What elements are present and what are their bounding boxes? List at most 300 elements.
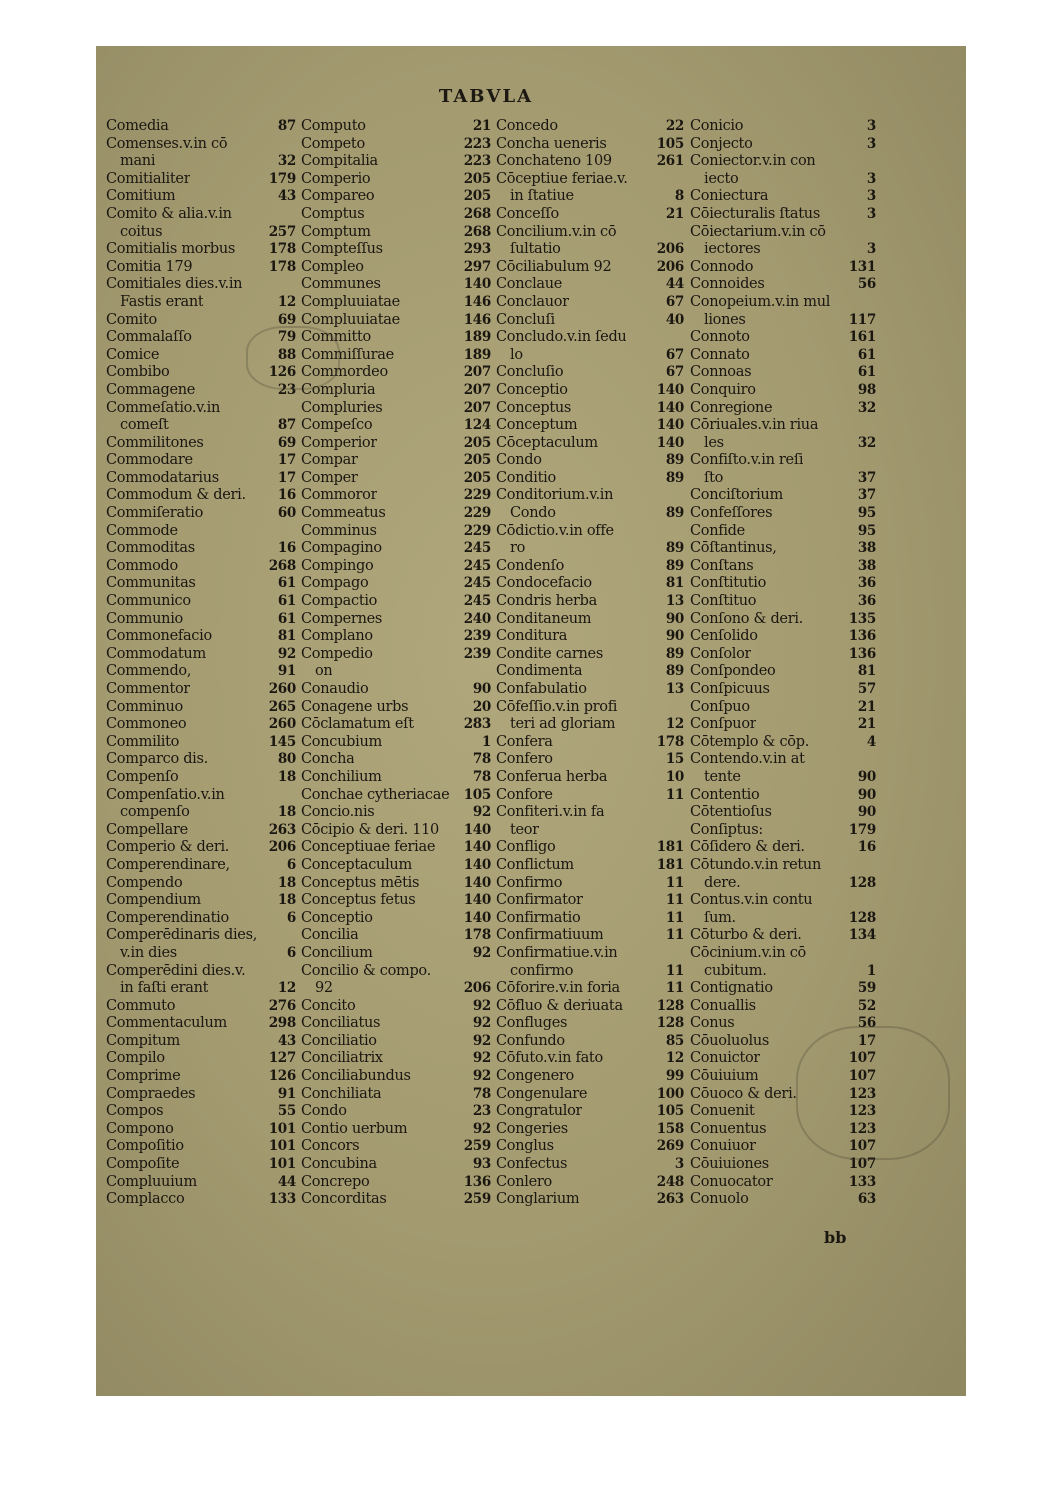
entry-page-number: 283 xyxy=(463,716,491,733)
index-entry xyxy=(106,452,296,470)
index-entry xyxy=(301,681,491,699)
entry-term: Compluuiatae xyxy=(301,311,400,328)
entry-page-number: 140 xyxy=(463,874,491,891)
index-entry xyxy=(106,611,296,629)
entry-page-number: 3 xyxy=(866,118,876,134)
entry-page-number: 3 xyxy=(866,205,876,222)
index-entry xyxy=(106,1103,296,1121)
index-entry xyxy=(496,839,684,857)
entry-term: Commagene xyxy=(106,381,196,398)
entry-term: Cōiecturalis ſtatus xyxy=(690,205,820,222)
index-entry xyxy=(496,224,684,242)
entry-page-number: 178 xyxy=(268,241,296,258)
index-entry xyxy=(301,540,491,558)
entry-page-number: 61 xyxy=(857,364,876,381)
entry-page-number: 178 xyxy=(268,258,296,275)
entry-term: Commilito xyxy=(106,733,180,750)
entry-term: Contus.v.in contu xyxy=(690,892,813,909)
index-entry xyxy=(301,1068,491,1086)
entry-term: Commendo, xyxy=(106,663,192,680)
index-entry xyxy=(496,1191,684,1209)
entry-term: Condenſo xyxy=(496,557,565,574)
index-entry xyxy=(496,382,684,400)
entry-term: Comperio & deri. xyxy=(106,839,230,856)
entry-term: Conuiuor xyxy=(690,1138,756,1155)
entry-term: Conceptus mētis xyxy=(301,874,420,891)
index-entry xyxy=(690,804,876,822)
entry-term: ro xyxy=(510,540,526,557)
entry-term: Compedio xyxy=(301,645,373,662)
entry-term: Condo xyxy=(510,505,556,522)
entry-term: Commodum & deri. xyxy=(106,487,246,504)
entry-term: Compingo xyxy=(301,557,374,574)
index-entry xyxy=(301,452,491,470)
entry-term: Compactio xyxy=(301,593,378,610)
entry-page-number: 298 xyxy=(268,1015,296,1032)
entry-term: Connoto xyxy=(690,329,750,346)
entry-term: Compos xyxy=(106,1103,164,1120)
entry-term: Compraedes xyxy=(106,1085,196,1102)
index-entry xyxy=(496,136,684,154)
entry-term: Conopeium.v.in mul xyxy=(690,293,831,310)
index-entry xyxy=(690,769,876,787)
index-column-3 xyxy=(496,118,684,1209)
index-entry xyxy=(106,241,296,259)
index-entry xyxy=(690,558,876,576)
entry-page-number: 101 xyxy=(268,1156,296,1173)
index-entry xyxy=(496,734,684,752)
entry-term: Confluges xyxy=(496,1015,568,1032)
entry-page-number: 105 xyxy=(656,1103,684,1120)
entry-page-number: 140 xyxy=(463,839,491,856)
index-entry xyxy=(690,593,876,611)
entry-term: Conceſſo xyxy=(496,205,559,222)
entry-term: Conciliatus xyxy=(301,1015,381,1032)
index-entry xyxy=(496,963,684,981)
entry-page-number: 135 xyxy=(848,610,876,627)
entry-term: Concilia xyxy=(301,927,359,944)
entry-term: Congenulare xyxy=(496,1085,588,1102)
index-entry xyxy=(496,892,684,910)
entry-page-number: 127 xyxy=(268,1050,296,1067)
entry-term: Conuentus xyxy=(690,1120,767,1137)
index-entry xyxy=(301,1121,491,1139)
entry-term: Comito xyxy=(106,311,157,328)
entry-term: Commodatum xyxy=(106,645,206,662)
index-entry xyxy=(690,417,876,435)
index-entry xyxy=(301,259,491,277)
index-entry xyxy=(301,716,491,734)
index-entry xyxy=(106,1050,296,1068)
entry-page-number: 92 xyxy=(472,997,491,1014)
index-entry xyxy=(690,787,876,805)
index-entry xyxy=(690,998,876,1016)
entry-page-number: 107 xyxy=(848,1050,876,1067)
entry-page-number: 38 xyxy=(857,557,876,574)
entry-term: Confirmatiue.v.in xyxy=(496,944,618,961)
entry-page-number: 205 xyxy=(463,469,491,486)
entry-term: iecto xyxy=(704,170,739,187)
entry-page-number: 229 xyxy=(463,522,491,539)
entry-term: Combibo xyxy=(106,364,170,381)
index-entry xyxy=(106,628,296,646)
entry-page-number: 23 xyxy=(277,381,296,398)
entry-page-number: 140 xyxy=(656,399,684,416)
index-entry xyxy=(106,822,296,840)
index-entry xyxy=(301,523,491,541)
entry-page-number: 178 xyxy=(463,927,491,944)
entry-page-number: 11 xyxy=(665,874,684,891)
entry-page-number: 263 xyxy=(656,1191,684,1208)
entry-term: Concubium xyxy=(301,733,382,750)
entry-term: Compagino xyxy=(301,540,382,557)
index-entry xyxy=(496,927,684,945)
index-entry xyxy=(106,136,296,154)
entry-term: Conchilium xyxy=(301,768,382,785)
entry-term: Concio.nis xyxy=(301,804,375,821)
index-entry xyxy=(106,206,296,224)
index-entry xyxy=(106,1121,296,1139)
entry-term: Conchae cytheriacae xyxy=(301,786,450,803)
index-entry xyxy=(301,1138,491,1156)
index-entry xyxy=(690,206,876,224)
index-entry xyxy=(301,998,491,1016)
entry-page-number: 57 xyxy=(857,681,876,697)
entry-term: Comperēdinaris dies, xyxy=(106,927,258,944)
entry-term: in ſtatiue xyxy=(510,188,574,205)
entry-term: Comprime xyxy=(106,1068,181,1085)
index-entry xyxy=(301,1033,491,1051)
index-entry xyxy=(106,171,296,189)
entry-page-number: 107 xyxy=(848,1156,876,1173)
index-entry xyxy=(496,787,684,805)
entry-term: Compeſco xyxy=(301,417,373,434)
entry-term: Comper xyxy=(301,469,358,486)
index-entry xyxy=(301,646,491,664)
index-entry xyxy=(106,259,296,277)
index-column-1 xyxy=(106,118,296,1209)
page-title: TABVLA xyxy=(438,86,534,107)
index-entry xyxy=(106,1068,296,1086)
entry-page-number: 189 xyxy=(463,346,491,363)
entry-term: Conditorium.v.in xyxy=(496,487,614,504)
entry-page-number: 40 xyxy=(665,311,684,328)
index-entry xyxy=(496,593,684,611)
entry-page-number: 257 xyxy=(268,223,296,240)
entry-page-number: 260 xyxy=(268,716,296,733)
entry-term: Cōfuto.v.in fato xyxy=(496,1050,603,1067)
entry-page-number: 260 xyxy=(268,681,296,697)
entry-term: in faſti erant xyxy=(120,980,209,997)
index-entry xyxy=(496,400,684,418)
entry-term: Conciliabundus xyxy=(301,1068,411,1085)
entry-term: Confabulatio xyxy=(496,681,587,697)
index-entry xyxy=(106,188,296,206)
entry-term: Conflictum xyxy=(496,856,574,873)
entry-term: Comminuo xyxy=(106,698,183,715)
entry-term: Cōriuales.v.in riua xyxy=(690,417,819,434)
entry-page-number: 60 xyxy=(277,505,296,522)
index-entry xyxy=(301,188,491,206)
entry-term: Confide xyxy=(690,522,745,539)
entry-page-number: 229 xyxy=(463,487,491,504)
entry-term: Complano xyxy=(301,628,373,645)
entry-page-number: 140 xyxy=(656,417,684,434)
entry-page-number: 6 xyxy=(286,856,296,873)
entry-page-number: 140 xyxy=(463,856,491,873)
index-entry xyxy=(690,1174,876,1192)
index-entry xyxy=(301,400,491,418)
entry-term: Compendo xyxy=(106,874,183,891)
index-column-2 xyxy=(301,118,491,1209)
entry-page-number: 161 xyxy=(848,329,876,346)
entry-page-number: 178 xyxy=(656,733,684,750)
entry-term: Comminus xyxy=(301,522,377,539)
entry-term: Cōtundo.v.in retun xyxy=(690,856,821,873)
index-entry xyxy=(301,382,491,400)
index-entry xyxy=(301,241,491,259)
entry-term: teri ad gloriam xyxy=(510,716,616,733)
entry-page-number: 81 xyxy=(665,575,684,592)
entry-term: Communes xyxy=(301,276,381,293)
entry-term: Commode xyxy=(106,522,178,539)
entry-term: Compernes xyxy=(301,610,383,627)
entry-term: Communico xyxy=(106,593,191,610)
index-entry xyxy=(106,435,296,453)
index-entry xyxy=(106,224,296,242)
index-entry xyxy=(690,364,876,382)
index-entry xyxy=(301,276,491,294)
entry-page-number: 134 xyxy=(848,927,876,944)
entry-term: Cōuiuiones xyxy=(690,1156,769,1173)
index-entry xyxy=(496,241,684,259)
entry-page-number: 105 xyxy=(656,135,684,152)
index-entry xyxy=(496,575,684,593)
library-stamp-mark xyxy=(796,1026,950,1160)
entry-page-number: 207 xyxy=(463,364,491,381)
index-entry xyxy=(301,1015,491,1033)
index-entry xyxy=(106,751,296,769)
index-entry xyxy=(496,681,684,699)
index-entry xyxy=(301,963,491,981)
entry-page-number: 23 xyxy=(472,1103,491,1120)
entry-term: Concilium.v.in cō xyxy=(496,223,617,240)
index-entry xyxy=(496,417,684,435)
entry-page-number: 101 xyxy=(268,1120,296,1137)
entry-term: Connodo xyxy=(690,258,754,275)
entry-term: Commonefacio xyxy=(106,628,212,645)
entry-page-number: 140 xyxy=(463,892,491,909)
entry-term: Comitia 179 xyxy=(106,258,193,275)
entry-term: Commodo xyxy=(106,557,178,574)
entry-page-number: 265 xyxy=(268,698,296,715)
entry-term: Conchateno 109 xyxy=(496,153,612,170)
entry-page-number: 179 xyxy=(848,821,876,838)
index-entry xyxy=(301,171,491,189)
entry-term: Cōceptiue feriae.v. xyxy=(496,170,628,187)
entry-term: Conagene urbs xyxy=(301,698,409,715)
entry-term: Contignatio xyxy=(690,980,773,997)
entry-term: Connoides xyxy=(690,276,765,293)
entry-term: Cōforire.v.in foria xyxy=(496,980,620,997)
entry-term: Compluria xyxy=(301,381,376,398)
index-entry xyxy=(690,910,876,928)
entry-page-number: 18 xyxy=(277,768,296,785)
entry-term: Confirmo xyxy=(496,874,563,891)
entry-term: Conſpicuus xyxy=(690,681,770,697)
entry-page-number: 90 xyxy=(857,768,876,785)
index-entry xyxy=(690,382,876,400)
entry-page-number: 61 xyxy=(277,593,296,610)
entry-page-number: 92 xyxy=(472,1015,491,1032)
entry-page-number: 17 xyxy=(277,452,296,469)
entry-page-number: 205 xyxy=(463,188,491,205)
entry-page-number: 268 xyxy=(268,557,296,574)
index-entry xyxy=(496,769,684,787)
index-entry xyxy=(106,892,296,910)
index-entry xyxy=(690,505,876,523)
entry-term: Cōuoluolus xyxy=(690,1032,770,1049)
entry-term: iectores xyxy=(704,241,761,258)
entry-page-number: 240 xyxy=(463,610,491,627)
index-entry xyxy=(496,1138,684,1156)
entry-term: Condris herba xyxy=(496,593,597,610)
entry-page-number: 145 xyxy=(268,733,296,750)
entry-page-number: 92 xyxy=(472,944,491,961)
entry-term: Computo xyxy=(301,118,366,134)
entry-term: Conuallis xyxy=(690,997,756,1014)
entry-page-number: 205 xyxy=(463,434,491,451)
entry-term: Cōſidero & deri. xyxy=(690,839,805,856)
entry-page-number: 181 xyxy=(656,839,684,856)
index-entry xyxy=(106,1174,296,1192)
index-entry xyxy=(301,1191,491,1209)
entry-page-number: 11 xyxy=(665,892,684,909)
entry-page-number: 78 xyxy=(472,1085,491,1102)
entry-term: Confirmator xyxy=(496,892,583,909)
entry-page-number: 37 xyxy=(857,487,876,504)
index-entry xyxy=(106,839,296,857)
entry-page-number: 117 xyxy=(848,311,876,328)
entry-page-number: 105 xyxy=(463,786,491,803)
entry-page-number: 11 xyxy=(665,786,684,803)
entry-page-number: 16 xyxy=(277,540,296,557)
entry-term: Comperior xyxy=(301,434,377,451)
entry-term: Confundo xyxy=(496,1032,565,1049)
entry-term: Comperēdini dies.v. xyxy=(106,962,246,979)
entry-page-number: 10 xyxy=(665,768,684,785)
entry-term: Conuocator xyxy=(690,1173,773,1190)
index-entry xyxy=(301,487,491,505)
entry-page-number: 140 xyxy=(463,821,491,838)
index-entry xyxy=(496,452,684,470)
index-entry xyxy=(690,540,876,558)
entry-term: Congratulor xyxy=(496,1103,583,1120)
entry-page-number: 81 xyxy=(277,628,296,645)
entry-term: Comitiales dies.v.in xyxy=(106,276,243,293)
entry-page-number: 126 xyxy=(268,364,296,381)
entry-term: Commeatus xyxy=(301,505,386,522)
entry-page-number: 36 xyxy=(857,593,876,610)
entry-page-number: 276 xyxy=(268,997,296,1014)
entry-page-number: 92 xyxy=(472,804,491,821)
entry-term: Condo xyxy=(301,1103,347,1120)
entry-term: Comedia xyxy=(106,118,169,134)
entry-term: Conclauor xyxy=(496,293,569,310)
entry-term: Comitium xyxy=(106,188,176,205)
index-entry xyxy=(496,998,684,1016)
entry-term: Comitialis morbus xyxy=(106,241,236,258)
index-entry xyxy=(301,910,491,928)
entry-term: Conceptio xyxy=(496,381,568,398)
entry-term: Conſpuo xyxy=(690,698,750,715)
entry-term: Commoneo xyxy=(106,716,187,733)
index-entry xyxy=(690,681,876,699)
index-entry xyxy=(106,1156,296,1174)
entry-term: Commiſeratio xyxy=(106,505,204,522)
entry-term: Conſpondeo xyxy=(690,663,776,680)
entry-page-number: 3 xyxy=(674,1156,684,1173)
index-entry xyxy=(301,417,491,435)
entry-page-number: 259 xyxy=(463,1138,491,1155)
entry-page-number: 207 xyxy=(463,399,491,416)
entry-page-number: 90 xyxy=(857,804,876,821)
index-entry xyxy=(690,646,876,664)
entry-page-number: 123 xyxy=(848,1085,876,1102)
entry-term: Connoas xyxy=(690,364,752,381)
index-entry xyxy=(106,787,296,805)
index-entry xyxy=(301,980,491,998)
entry-page-number: 140 xyxy=(656,381,684,398)
index-entry xyxy=(106,1138,296,1156)
index-entry xyxy=(690,822,876,840)
entry-term: Commiſſurae xyxy=(301,346,394,363)
index-entry xyxy=(496,540,684,558)
entry-page-number: 90 xyxy=(857,786,876,803)
entry-term: Comptum xyxy=(301,223,371,240)
index-entry xyxy=(690,136,876,154)
index-entry xyxy=(496,329,684,347)
index-entry xyxy=(690,663,876,681)
index-entry xyxy=(690,452,876,470)
index-entry xyxy=(301,787,491,805)
entry-page-number: 92 xyxy=(472,1120,491,1137)
index-entry xyxy=(496,347,684,365)
entry-term: Contentio xyxy=(690,786,760,803)
index-entry xyxy=(690,611,876,629)
entry-page-number: 93 xyxy=(472,1156,491,1173)
index-entry xyxy=(690,734,876,752)
index-entry xyxy=(106,716,296,734)
entry-term: Cōturbo & deri. xyxy=(690,927,802,944)
entry-page-number: 6 xyxy=(286,944,296,961)
index-entry xyxy=(301,927,491,945)
entry-term: dere. xyxy=(704,874,741,891)
entry-page-number: 63 xyxy=(857,1191,876,1208)
index-entry xyxy=(106,734,296,752)
entry-page-number: 79 xyxy=(277,329,296,346)
entry-page-number: 20 xyxy=(472,698,491,715)
entry-page-number: 12 xyxy=(277,980,296,997)
index-entry xyxy=(106,153,296,171)
entry-page-number: 89 xyxy=(665,469,684,486)
entry-page-number: 89 xyxy=(665,557,684,574)
entry-page-number: 3 xyxy=(866,188,876,205)
index-entry xyxy=(496,118,684,136)
entry-page-number: 87 xyxy=(277,417,296,434)
entry-term: Commodare xyxy=(106,452,193,469)
entry-page-number: 146 xyxy=(463,293,491,310)
